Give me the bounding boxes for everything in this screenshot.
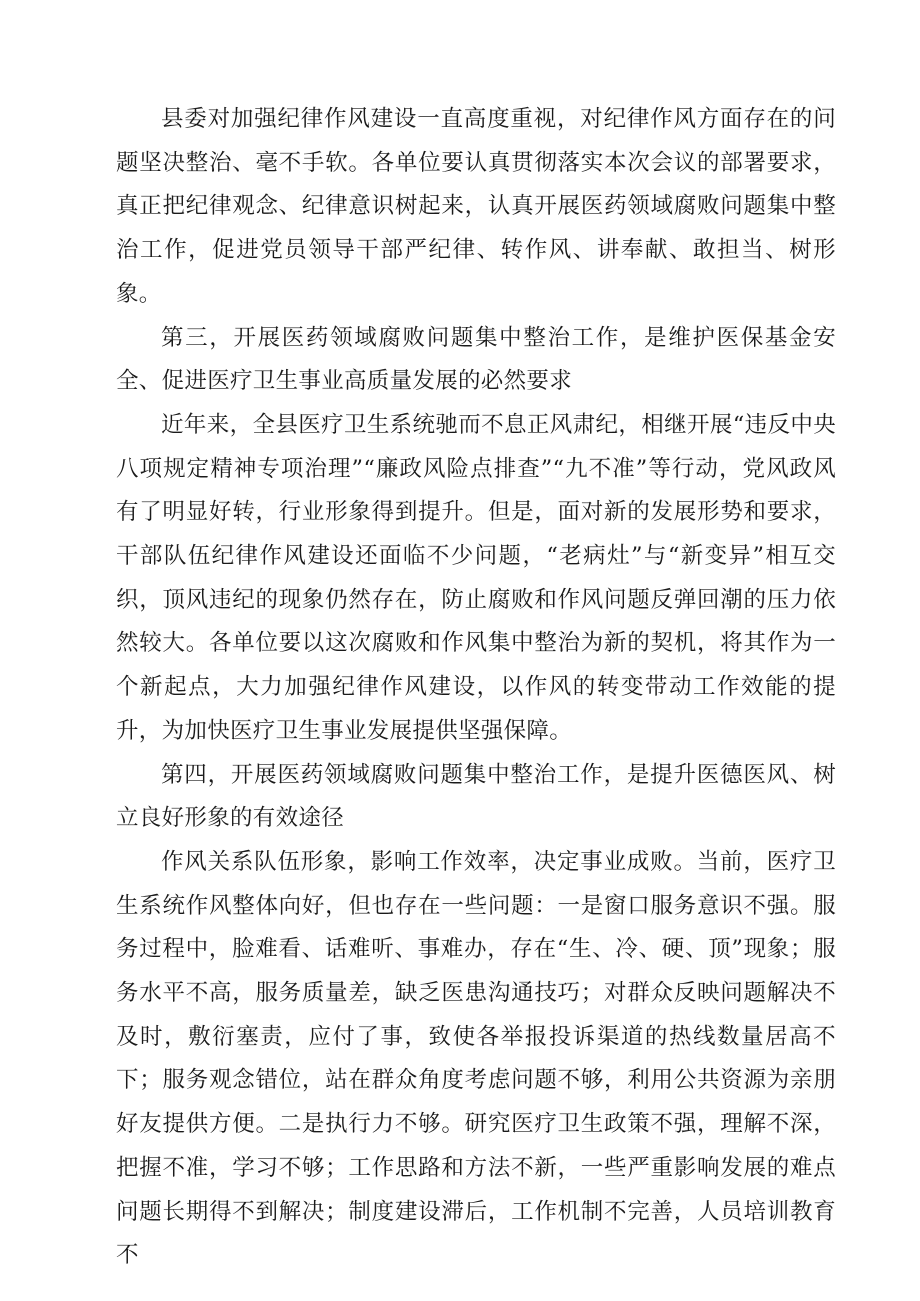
- paragraph-work-style-problems: 作风关系队伍形象，影响工作效率，决定事业成败。当前，医疗卫生系统作风整体向好，但也存在一些问题：一是窗口服务意识不强。服务过程中，脸难看、话难听、事难办，存在“生、冷、硬、顶”现象；服务水平不高，服务质量差，缺乏医患沟通技巧；对群众反映问题解决不及时，敷衍塞责，应付了事，致使各举报投诉渠道的热线数量居高不下；服务观念错位，站在群众角度考虑问题不够，利用公共资源为亲朋好友提供方便。二是执行力不够。研究医疗卫生政策不强，理解不深，把握不准，学习不够；工作思路和方法不新，一些严重影响发展的难点问题长期得不到解决；制度建设滞后，工作机制不完善，人员培训教育不: [116, 848, 836, 1269]
- document-body: [116, 98, 836, 1278]
- paragraph-recent-years: 近年来，全县医疗卫生系统驰而不息正风肃纪，相继开展“违反中央八项规定精神专项治理”“廉政风险点排查”“九不准”等行动，党风政风有了明显好转，行业形象得到提升。但是，面对新的发展形势和要求，干部队伍纪律作风建设还面临不少问题，“老病灶”与“新变异”相互交织，顶风违纪的现象仍然存在，防止腐败和作风问题反弹回潮的压力依然较大。各单位要以这次腐败和作风集中整治为新的契机，将其作为一个新起点，大力加强纪律作风建设，以作风的转变带动工作效能的提升，为加快医疗卫生事业发展提供坚强保障。: [116, 411, 836, 744]
- section-heading-third: 第三，开展医药领域腐败问题集中整治工作，是维护医保基金安全、促进医疗卫生事业高质量发展的必然要求: [116, 324, 836, 395]
- paragraph-discipline-emphasis: 县委对加强纪律作风建设一直高度重视，对纪律作风方面存在的问题坚决整治、毫不手软。各单位要认真贯彻落实本次会议的部署要求，真正把纪律观念、纪律意识树起来，认真开展医药领域腐败问题集中整治工作，促进党员领导干部严纪律、转作风、讲奉献、敢担当、树形象。: [116, 106, 836, 307]
- section-heading-fourth: 第四，开展医药领域腐败问题集中整治工作，是提升医德医风、树立良好形象的有效途径: [116, 761, 836, 832]
